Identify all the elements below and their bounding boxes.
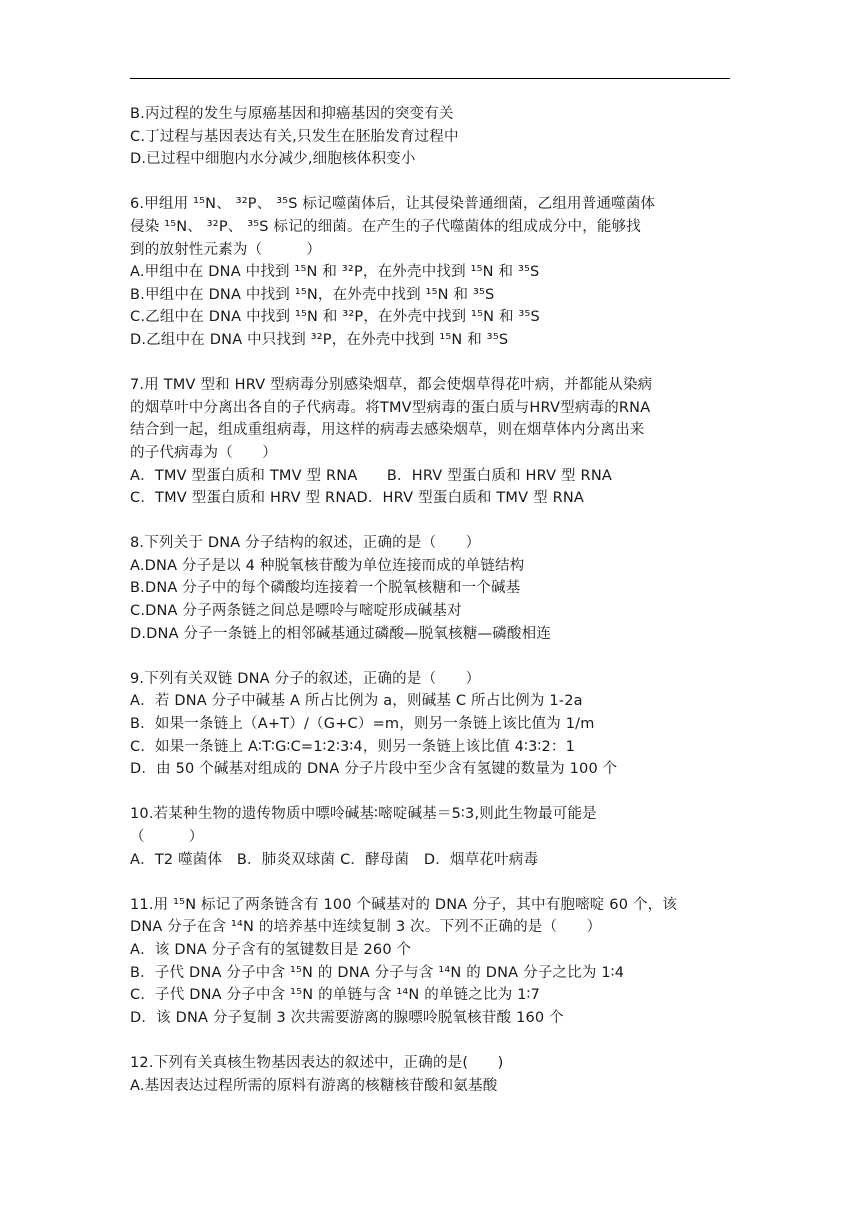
question-9	[130, 668, 740, 781]
question-10-stem: 10.若某种生物的遗传物质中嘌呤碱基∶嘧啶碱基＝5∶3,则此生物最可能是	[130, 806, 597, 823]
header-rule	[130, 78, 730, 79]
option-c: C．如果一条链上 A∶T∶G∶C=1∶2∶3∶4，则另一条链上该比值 4∶3∶2：1	[130, 738, 576, 755]
question-7-stem: 的子代病毒为（ ）	[130, 444, 277, 461]
question-11-stem: 11.用 ¹⁵N 标记了两条链含有 100 个碱基对的 DNA 分子，其中有胞嘧啶 60 个，该	[130, 896, 678, 913]
option-c: C.乙组中在 DNA 中找到 ¹⁵N 和 ³²P，在外壳中找到 ¹⁵N 和 ³⁵S	[130, 309, 540, 326]
question-7	[130, 374, 740, 510]
option-d: D.已过程中细胞内水分减少,细胞核体积变小	[130, 151, 416, 168]
question-5-continued	[130, 103, 740, 171]
document-body	[130, 103, 740, 1097]
question-9-stem: 9.下列有关双链 DNA 分子的叙述，正确的是（ ）	[130, 670, 481, 687]
option-d: D．由 50 个碱基对组成的 DNA 分子片段中至少含有氢键的数量为 100 个	[130, 761, 618, 778]
option-a: A．若 DNA 分子中碱基 A 所占比例为 a，则碱基 C 所占比例为 1-2a	[130, 693, 583, 710]
option-c: C．子代 DNA 分子中含 ¹⁵N 的单链与含 ¹⁴N 的单链之比为 1∶7	[130, 987, 541, 1004]
option-b: B．如果一条链上（A+T）/（G+C）=m，则另一条链上该比值为 1/m	[130, 716, 595, 733]
option-d: D.乙组中在 DNA 中只找到 ³²P，在外壳中找到 ¹⁵N 和 ³⁵S	[130, 331, 509, 348]
option-a: A．该 DNA 分子含有的氢键数目是 260 个	[130, 941, 412, 958]
options-c-d: C．TMV 型蛋白质和 HRV 型 RNAD．HRV 型蛋白质和 TMV 型 RNA	[130, 490, 585, 507]
option-a: A.基因表达过程所需的原料有游离的核糖核苷酸和氨基酸	[130, 1077, 498, 1094]
option-c: C.丁过程与基因表达有关,只发生在胚胎发育过程中	[130, 128, 459, 145]
option-d: D．该 DNA 分子复制 3 次共需要游离的腺嘌呤脱氧核苷酸 160 个	[130, 1009, 564, 1026]
question-11	[130, 894, 740, 1030]
question-7-stem: 的烟草叶中分离出各自的子代病毒。将TMV型病毒的蛋白质与HRV型病毒的RNA	[130, 399, 651, 416]
question-8-stem: 8.下列关于 DNA 分子结构的叙述，正确的是（ ）	[130, 535, 481, 552]
question-7-stem: 结合到一起，组成重组病毒，用这样的病毒去感染烟草，则在烟草体内分离出来	[130, 422, 645, 439]
options-a-d: A．T2 噬菌体 B．肺炎双球菌 C．酵母菌 D．烟草花叶病毒	[130, 851, 539, 868]
option-b: B.甲组中在 DNA 中找到 ¹⁵N，在外壳中找到 ¹⁵N 和 ³⁵S	[130, 286, 495, 303]
question-7-stem: 7.用 TMV 型和 HRV 型病毒分别感染烟草，都会使烟草得花叶病，并都能从染病	[130, 377, 653, 394]
question-6-stem: 6.甲组用 ¹⁵N、 ³²P、 ³⁵S 标记噬菌体后，让其侵染普通细菌，乙组用普通噬菌体	[130, 196, 656, 213]
question-12-stem: 12.下列有关真核生物基因表达的叙述中，正确的是( )	[130, 1054, 504, 1071]
question-12	[130, 1052, 740, 1097]
option-a: A.甲组中在 DNA 中找到 ¹⁵N 和 ³²P，在外壳中找到 ¹⁵N 和 ³⁵S	[130, 264, 540, 281]
option-a: A.DNA 分子是以 4 种脱氧核苷酸为单位连接而成的单链结构	[130, 557, 525, 574]
option-b: B.DNA 分子中的每个磷酸均连接着一个脱氧核糖和一个碱基	[130, 580, 521, 597]
question-10-stem: （ ）	[130, 829, 204, 845]
option-c: C.DNA 分子两条链之间总是嘌呤与嘧啶形成碱基对	[130, 603, 462, 620]
question-6-stem: 到的放射性元素为（ ）	[130, 241, 322, 258]
option-b: B．子代 DNA 分子中含 ¹⁵N 的 DNA 分子与含 ¹⁴N 的 DNA 分子之比为 1∶4	[130, 964, 625, 981]
option-b: B.丙过程的发生与原癌基因和抑癌基因的突变有关	[130, 106, 454, 122]
options-a-b: A．TMV 型蛋白质和 TMV 型 RNA B．HRV 型蛋白质和 HRV 型 RNA	[130, 467, 613, 484]
question-8	[130, 532, 740, 645]
option-d: D.DNA 分子一条链上的相邻碱基通过磷酸—脱氧核糖—磷酸相连	[130, 625, 552, 642]
question-10	[130, 803, 740, 871]
question-11-stem: DNA 分子在含 ¹⁴N 的培养基中连续复制 3 次。下列不正确的是（ ）	[130, 919, 602, 936]
question-6-stem: 侵染 ¹⁵N、 ³²P、 ³⁵S 标记的细菌。在产生的子代噬菌体的组成成分中，能够找	[130, 218, 642, 235]
question-6	[130, 193, 740, 351]
